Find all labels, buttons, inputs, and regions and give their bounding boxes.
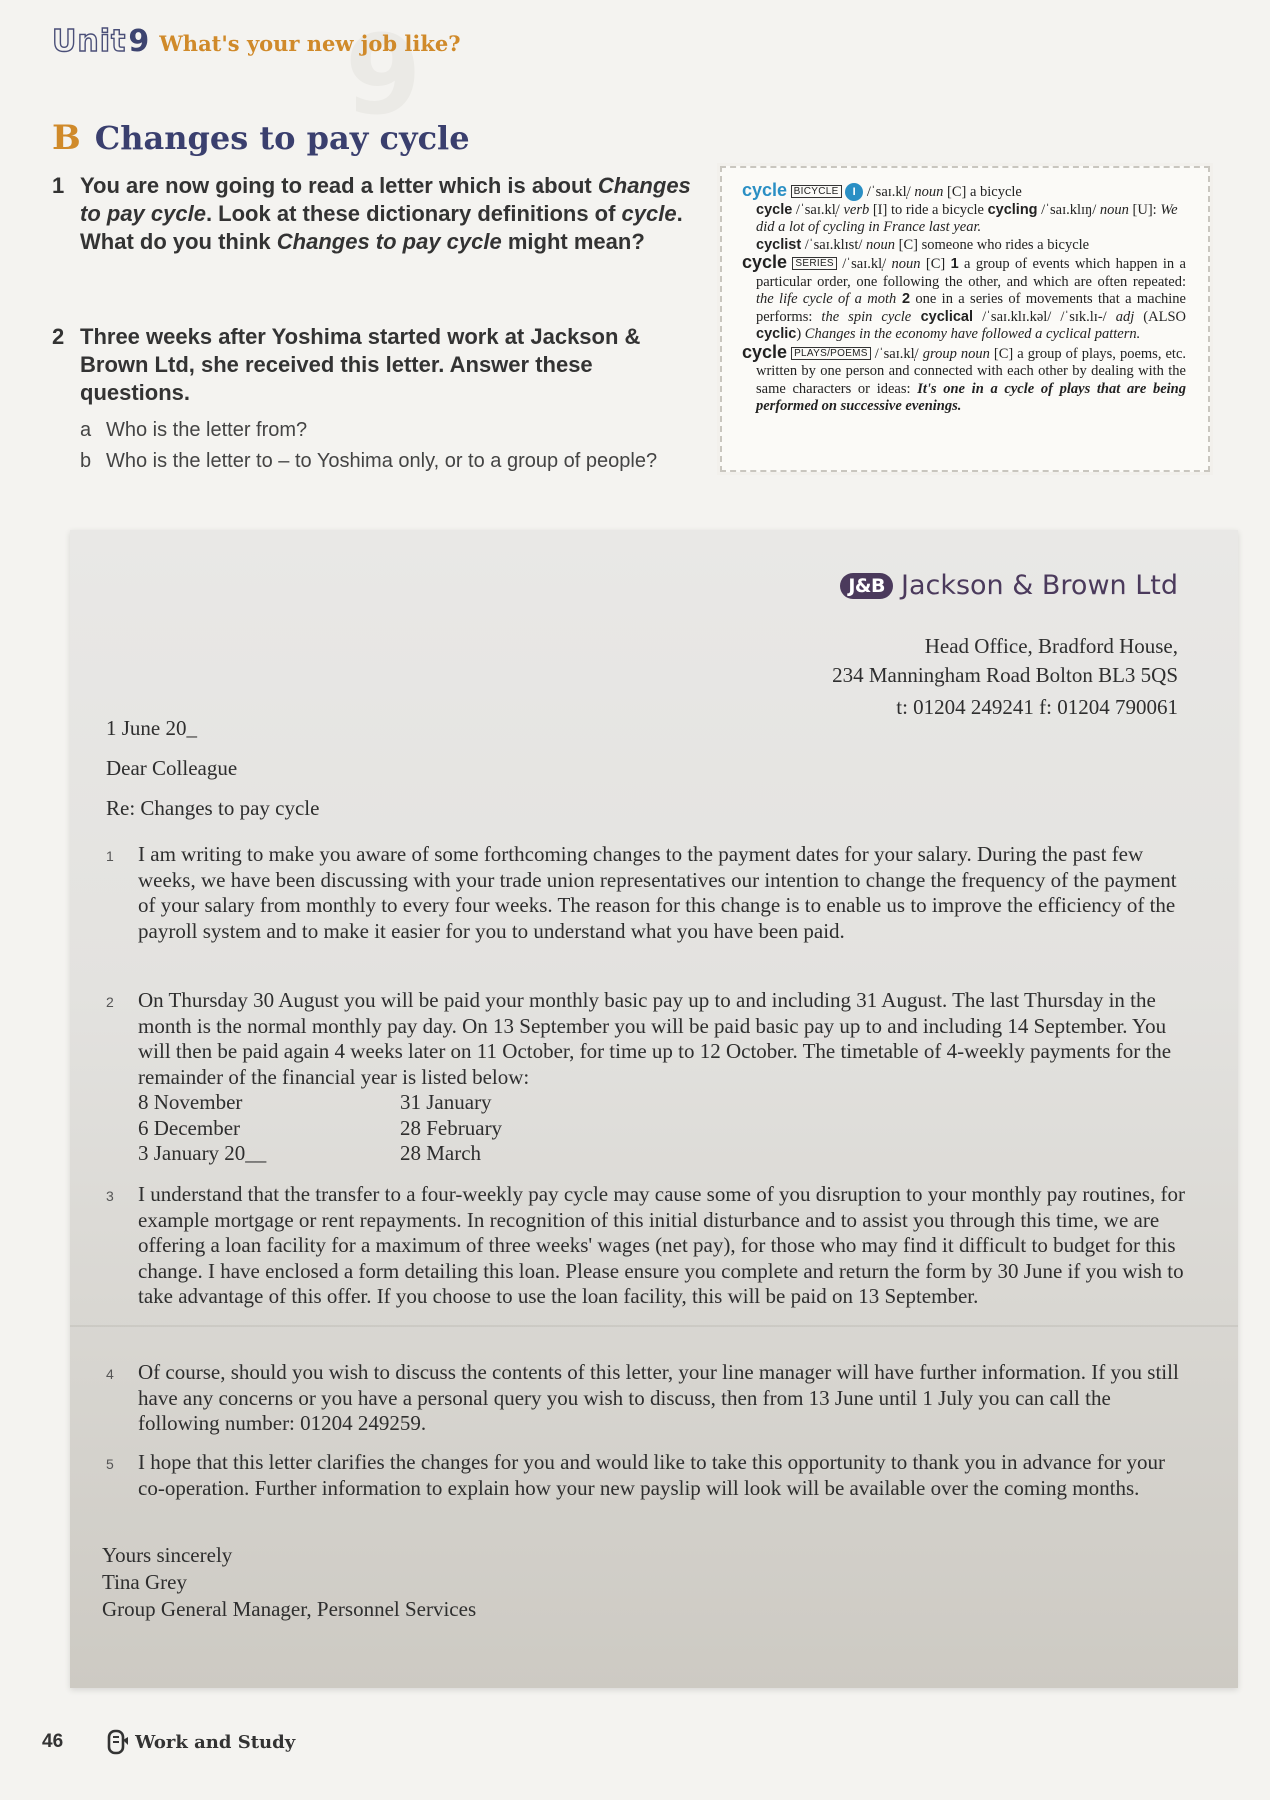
paragraph-number: 1 [106, 848, 114, 864]
paragraph-number: 2 [106, 994, 114, 1010]
unit-label: Unit [52, 24, 127, 59]
salutation: Dear Colleague [106, 756, 238, 780]
task-1-text-c: . What do you think [80, 201, 683, 254]
address-line-2: 234 Manningham Road Bolton BL3 5QS [832, 663, 1178, 687]
task-1-text-d: might mean? [501, 229, 645, 254]
paragraph-number: 4 [106, 1366, 114, 1382]
paragraph-number: 3 [106, 1188, 114, 1204]
dictionary-box [720, 166, 1210, 472]
dict-sense-tag: BICYCLE [791, 185, 842, 198]
dict-headword: cycle [742, 341, 788, 362]
question-a [80, 417, 700, 443]
task-1-italic-c: Changes to pay cycle [276, 229, 502, 254]
paragraph-5 [106, 1450, 1186, 1501]
dict-also-close: ) [796, 326, 802, 342]
section-letter: B [52, 118, 81, 158]
logo-badge: J&B [840, 573, 893, 599]
dict-sub-def: [I] to ride a bicycle [869, 201, 988, 218]
schedule-date: 28 March [400, 1141, 482, 1165]
dict-headword: cycle [742, 252, 788, 272]
task-2-number: 2 [52, 324, 65, 349]
dict-def: one in a series of movements that a machine performs: [756, 291, 1186, 325]
task-2-text: Three weeks after Yoshima started work at Jackson & Brown Ltd, she received this letter. Answer these questions. [80, 324, 641, 405]
letter-fold-line [70, 1325, 1238, 1327]
question-a-letter: a [80, 419, 92, 441]
address-line-1: Head Office, Bradford House, [924, 634, 1178, 658]
paragraph-text: I am writing to make you aware of some forthcoming changes to the payment dates for your salary. During the past few weeks, we have been discussing with your trade union representatives our intention to change the frequency of the payment of your salary from monthly to every four weeks. The reason for this change is to enable us to improve the efficiency of the payroll system and to make it easier for you to understand what you have been paid. [138, 842, 1177, 943]
schedule-date: 6 December [138, 1115, 241, 1140]
section-heading: Changes to pay cycle [94, 119, 470, 157]
dict-entry-bicycle [742, 182, 1186, 202]
dict-sub-head: cycle [756, 201, 793, 218]
dict-pos: noun [891, 256, 921, 272]
dict-pron: /ˈsaɪ.kl̩/ [836, 256, 892, 272]
task-1-text-a: You are now going to read a letter which is about [80, 173, 598, 198]
payment-schedule [138, 1090, 1186, 1167]
company-address [832, 632, 1178, 722]
dict-pron: /ˈsaɪ.kl̩/ [863, 184, 915, 200]
dict-sub-pos: noun [866, 236, 896, 253]
dict-example: It's one in a cycle of plays that are being performed on successive evenings. [756, 380, 1187, 414]
dict-sub-pos: verb [843, 201, 870, 218]
task-1-italic-a: Changes to pay cycle [80, 173, 691, 226]
paragraph-2 [106, 988, 1186, 1167]
dict-sense-number: 2 [896, 291, 911, 307]
paragraph-1 [106, 842, 1186, 944]
task-1 [52, 172, 692, 256]
signatory-name: Tina Grey [102, 1570, 187, 1594]
dict-sub-def: [C] someone who rides a bicycle [895, 236, 1090, 253]
dict-entry-series [742, 252, 1186, 344]
dict-pron: /ˈsaɪ.kl̩/ [870, 345, 923, 362]
dict-sub-pos: adj [1115, 308, 1135, 325]
dict-level-icon: I [845, 183, 863, 201]
question-b-letter: b [80, 450, 92, 472]
signatory-position: Group General Manager, Personnel Services [102, 1597, 477, 1621]
closing-phrase: Yours sincerely [102, 1543, 233, 1567]
contact-numbers: t: 01204 249241 f: 01204 790061 [896, 695, 1178, 719]
dict-headword: cycle [742, 180, 788, 200]
paragraph-text: On Thursday 30 August you will be paid your monthly basic pay up to and including 31 August. The last Thursday in the month is the normal monthly pay day. On 13 September you will be paid basic pay up to and including 14 September. You will then be paid again 4 weeks later on 11 October, for time up to 12 October. The timetable of 4-weekly payments for the remainder of the financial year is listed below: [138, 988, 1172, 1089]
letter [70, 530, 1238, 1688]
dict-sense-tag: PLAYS/POEMS [791, 347, 871, 360]
letter-closing [102, 1542, 476, 1623]
dict-also-word: cyclic [756, 326, 797, 342]
dict-def: [C] [920, 256, 951, 272]
question-b [80, 448, 700, 474]
dict-sub-pos: noun [1099, 201, 1129, 218]
dict-sub-pron: /ˈsaɪ.klɪ.kəl/ /ˈsɪk.lɪ-/ [973, 308, 1116, 325]
dict-sub-head: cycling [987, 201, 1038, 218]
question-b-text: Who is the letter to – to Yoshima only, or to a group of people? [106, 450, 658, 472]
dict-example: Changes in the economy have followed a cyclical pattern. [804, 326, 1141, 342]
page-footer [42, 1728, 295, 1756]
dict-sub-pron: /ˈsaɪ.kl̩/ [792, 201, 844, 218]
dict-sub-head: cyclical [911, 308, 974, 325]
dict-subentry-verb [756, 202, 1186, 237]
paragraph-text: I understand that the transfer to a four-weekly pay cycle may cause some of you disruption to your monthly pay routines, for example mortgage or rent repayments. In recognition of this initial disturbance and to assist you through this time, we are offering a loan facility for a maximum of three weeks' wages (net pay), for those who may find it difficult to budget for this change. I have enclosed a form detailing this loan. Please ensure you complete and return the form by 30 June if you wish to take advantage of this offer. If you choose to use the loan facility, this will be paid on 13 September. [138, 1182, 1185, 1308]
dict-sub-def: [U]: [1128, 201, 1161, 218]
company-name: Jackson & Brown Ltd [900, 570, 1178, 601]
dict-pos: noun [914, 184, 944, 200]
subject-line: Re: Changes to pay cycle [106, 796, 320, 820]
task-1-italic-b: cycle [621, 201, 677, 226]
dict-def: [C] a bicycle [943, 184, 1022, 200]
unit-header [52, 24, 461, 59]
question-a-text: Who is the letter from? [106, 419, 308, 441]
dict-sense-tag: SERIES [792, 257, 836, 270]
dict-sub-pron: /ˈsaɪ.klɪŋ/ [1037, 201, 1100, 218]
task-1-text [80, 172, 692, 256]
dict-def: [C] a group of plays, poems, etc. written by one person and connected with each other by dealing with the same characters or ideas: [756, 345, 1187, 397]
schedule-date: 28 February [400, 1115, 503, 1140]
dict-sub-pron: /ˈsaɪ.klɪst/ [801, 236, 867, 253]
dict-sub-head: cyclist [756, 236, 802, 253]
background-unit-numeral: 9 [345, 11, 422, 139]
dict-example: the life cycle of a moth [756, 291, 897, 307]
paragraph-4 [106, 1360, 1186, 1437]
schedule-date: 31 January [400, 1090, 492, 1114]
series-brand [105, 1728, 295, 1756]
page-number: 46 [42, 1731, 64, 1752]
schedule-date: 8 November [138, 1090, 243, 1114]
paragraph-number: 5 [106, 1456, 114, 1472]
dict-example: the spin cycle [821, 308, 912, 325]
section-title [52, 118, 470, 158]
paragraph-3 [106, 1182, 1186, 1310]
task-1-number: 1 [52, 173, 65, 198]
schedule-date: 3 January 20__ [138, 1141, 267, 1165]
paragraph-text: I hope that this letter clarifies the changes for you and would like to take this opportunity to thank you in advance for your co-operation. Further information to explain how your new payslip will look will be available over the coming months. [138, 1450, 1165, 1500]
task-2 [52, 323, 692, 407]
brand-book-icon [105, 1728, 129, 1756]
brand-name: Work and Study [135, 1731, 296, 1753]
dict-entry-plays [742, 341, 1187, 416]
dict-pos: group noun [922, 345, 990, 362]
dict-example: We did a lot of cycling in France last year. [756, 201, 1178, 235]
dict-also: (ALSO [1134, 308, 1186, 325]
paragraph-text: Of course, should you wish to discuss the contents of this letter, your line manager will have further information. If you still have any concerns or you have a personal query you wish to discuss, then from 13 June until 1 July you can call the following number: 01204 249259. [138, 1360, 1179, 1435]
unit-title: What's your new job like? [159, 31, 461, 56]
task-1-text-b: . Look at these dictionary definitions of [205, 201, 622, 226]
unit-number: 9 [128, 24, 150, 59]
company-logo [840, 570, 1178, 601]
dict-sense-number: 1 [950, 256, 959, 272]
dict-def: a group of events which happen in a particular order, one following the other, and which are often repeated: [756, 256, 1186, 290]
dict-subentry-cyclist [756, 237, 1186, 255]
letter-date: 1 June 20_ [106, 716, 197, 740]
